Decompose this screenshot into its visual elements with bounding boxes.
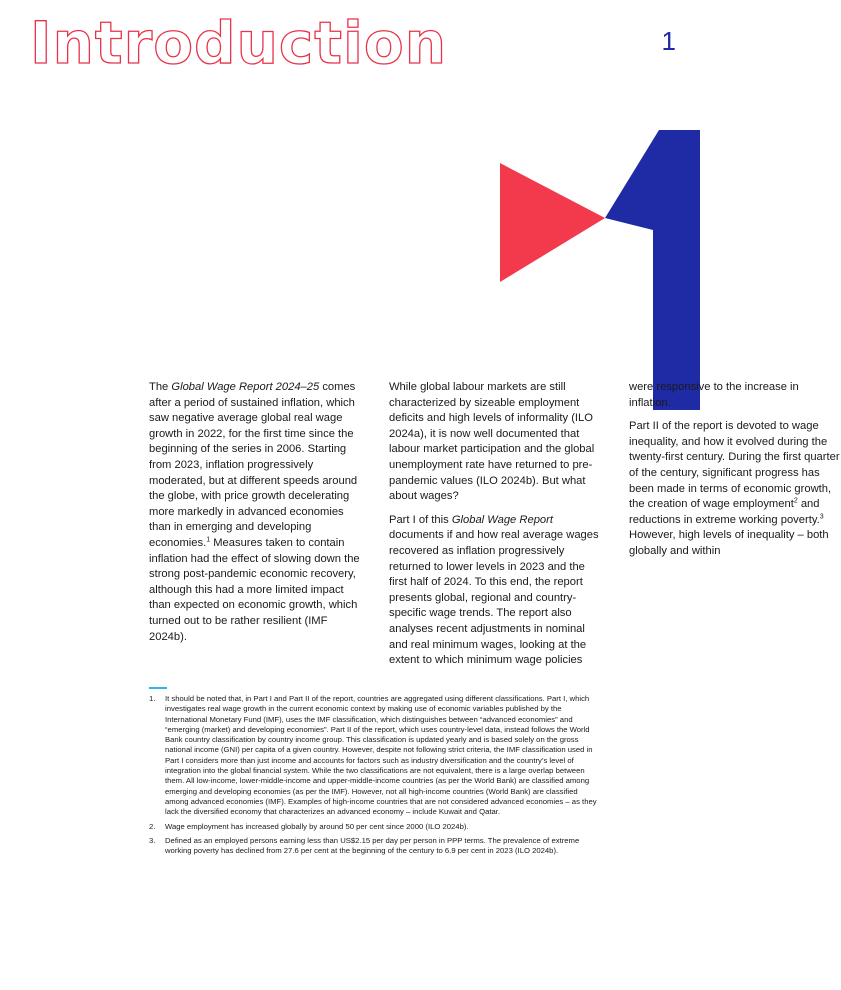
footnote-number: 1.	[149, 694, 156, 703]
chapter-numeral-one	[605, 130, 700, 410]
chapter-title: Introduction	[30, 9, 447, 77]
paragraph-4: Part II of the report is devoted to wage inequality, and how it evolved during the twenty-first century. During the first quarter of the century, significant progress has been made in terms of economic growth, the creation of wage employment$^2$ and reductions in extreme working poverty.$^3$ However, high levels of inequality – both globally and within	[629, 420, 840, 557]
page-number: 1	[661, 26, 676, 56]
footnote-number: 3.	[149, 835, 156, 845]
footnote-ref-2[interactable]: 2	[793, 497, 798, 505]
footnote-ref-3[interactable]: 3	[819, 513, 824, 521]
report-title: Global Wage Report	[451, 513, 553, 526]
footnote-text: Defined as an employed persons earning less than US$2.15 per day per person in PPP terms. The prevalence of extreme working poverty has declined from 27.6 per cent at the beginning of the century to 6.9 per cent in 2023 (ILO 2024b).	[165, 835, 580, 856]
footnote-number: 2.	[149, 821, 156, 831]
footnote-2	[149, 822, 601, 832]
footnote-text: Wage employment has increased globally by around 50 per cent since 2000 (ILO 2024b).	[165, 821, 469, 831]
footnote-ref-1[interactable]: 1	[206, 536, 211, 544]
footnote-1	[149, 694, 601, 818]
footnotes	[149, 694, 601, 860]
paragraph-3: Part I of this Global Wage Report documents if and how real average wages recovered as inflation progressively returned to lower levels in 2023 and the first half of 2024. To this end, the report presents global, regional and country-specific wage trends. The report also analyses recent adjustments in nominal and real minimum wages, looking at the extent to which minimum wage policies were responsive to the increase in inflation.	[389, 381, 799, 667]
footnote-text: It should be noted that, in Part I and Part II of the report, countries are aggregated using different classifications. Part I, which investigates real wage growth in the current economic context by making use of economic variables published by the International Monetary Fund (IMF), uses the IMF classification, which distinguishes between “advanced economies” and “emerging (market) and developing economies”. Part II of the report, which uses country-level data, instead follows the World Bank country classification by country income group. This classification is updated yearly and is based solely on the gross national income (GNI) per capita of a given country. However, despite not following strict criteria, the IMF classification used in Part I considers more than just income and accounts for factors such as industry diversification and the country’s level of integration into the global financial system. While the two classifications are not equivalent, there is a large overlap between them. All low-income, lower-middle-income and upper-middle-income countries (as per the World Bank) are classified among emerging and developing economies (as per the IMF). However, not all high-income countries (World Bank) are classified among advanced economies (IMF). Examples of high-income countries that are not considered advanced economies – as they lack the diversified economy that characterizes an advanced economy – include Kuwait and Qatar.	[165, 694, 597, 817]
paragraph-1: The Global Wage Report 2024–25 comes after a period of sustained inflation, which saw negative average global real wage growth in 2022, for the first time since the beginning of the series in 2006. Starting from 2023, inflation progressively moderated, but at different speeds around the globe, with price growth decelerating more markedly in advanced economies than in emerging and developing economies.$^1$ Measures taken to contain inflation had the effect of slowing down the strong post-pandemic economic recovery, although this had a more limited impact than expected on economic growth, which turned out to be rather resilient (IMF 2024b).	[149, 381, 360, 643]
chapter-number-graphic	[495, 130, 700, 415]
footnote-divider	[149, 687, 167, 689]
paragraph-2: While global labour markets are still characterized by sizeable employment deficits and high levels of informality (ILO 2024a), it is now well documented that labour market participation and the global unemployment rate have returned to pre-pandemic values (ILO 2024b). But what about wages?	[389, 381, 595, 503]
body-text	[149, 380, 840, 680]
red-triangle-icon	[500, 163, 605, 282]
footnote-3	[149, 836, 601, 857]
report-title: Global Wage Report 2024–25	[171, 381, 320, 393]
